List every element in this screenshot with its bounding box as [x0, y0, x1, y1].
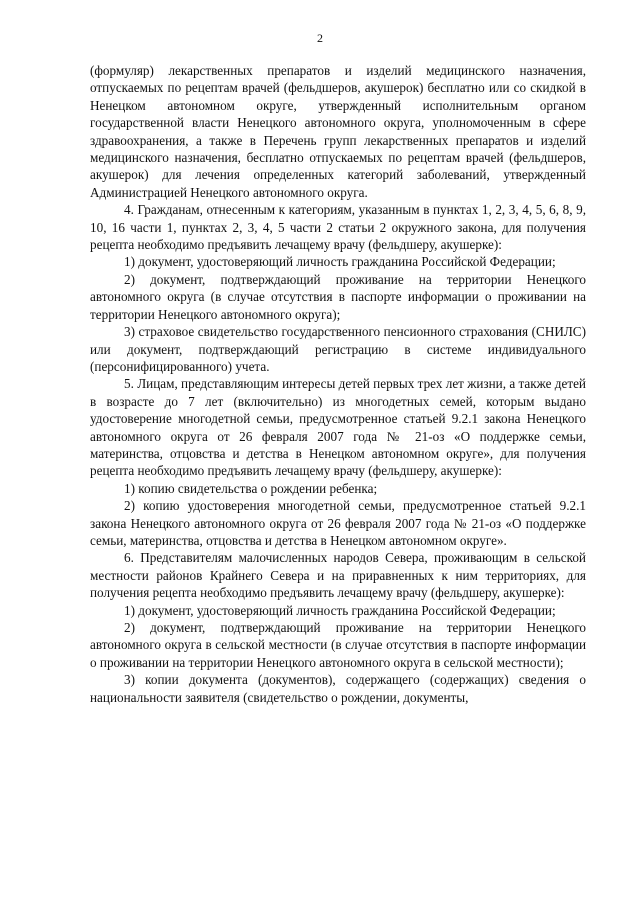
- paragraph-item-5-1: 1) копию свидетельства о рождении ребенка;: [124, 480, 378, 496]
- page-number: 2: [317, 31, 323, 45]
- document-body: [90, 62, 586, 706]
- paragraph-item-6-1: 1) документ, удостоверяющий личность гражданина Российской Федерации;: [124, 602, 556, 618]
- paragraph-item-5: 5. Лицам, представляющим интересы детей первых трех лет жизни, а также детей в возрасте до 7 лет (включительно) из многодетных семей, которым выдано удостоверение многодетной семьи, предусмотренное статьей 9.2.1 закона Ненецкого автономного округа от 26 февраля 2007 года № 21-оз «О поддержке семьи, материнства, отцовства и детства в Ненецком автономном округе», для получения рецепта необходимо предъявить лечащему врачу (фельдшеру, акушерке):: [90, 376, 586, 479]
- paragraph-item-4-2: 2) документ, подтверждающий проживание на территории Ненецкого автономного округа (в случае отсутствия в паспорте информации о проживании на территории Ненецкого автономного округа);: [90, 271, 586, 322]
- paragraph-item-6-3: 3) копии документа (документов), содержащего (содержащих) сведения о национальности заявителя (свидетельство о рождении, документы,: [90, 672, 586, 705]
- paragraph-formulary-continuation: (формуляр) лекарственных препаратов и изделий медицинского назначения, отпускаемых по рецептам врачей (фельдшеров, акушерок) бесплатно или со скидкой в Ненецком автономном округе, утвержденный исполнительным органом государственной власти Ненецкого автономного округа, уполномоченным в сфере здравоохранения, а также в Перечень групп лекарственных препаратов и изделий медицинского назначения, бесплатно отпускаемых по рецептам врачей (фельдшеров, акушерок) для лечения определенных категорий заболеваний, утвержденный Администрацией Ненецкого автономного округа.: [90, 63, 586, 200]
- paragraph-item-4: 4. Гражданам, отнесенным к категориям, указанным в пунктах 1, 2, 3, 4, 5, 6, 8, 9, 10, 16 части 1, пунктах 2, 3, 4, 5 части 2 статьи 2 окружного закона, для получения рецепта необходимо предъявить лечащему врачу (фельдшеру, акушерке):: [90, 202, 586, 253]
- paragraph-item-6-2: 2) документ, подтверждающий проживание на территории Ненецкого автономного округа в сельской местности (в случае отсутствия в паспорте информации о проживании на территории Ненецкого автономного округа в сельской местности);: [90, 620, 586, 670]
- paragraph-item-4-3: 3) страховое свидетельство государственного пенсионного страхования (СНИЛС) или документ, подтверждающий регистрацию в системе индивидуального (персонифицированного) учета.: [90, 324, 586, 374]
- paragraph-item-6: 6. Представителям малочисленных народов Севера, проживающим в сельской местности районов Крайнего Севера и на приравненных к ним территориях, для получения рецепта необходимо предъявить лечащему врачу (фельдшеру, акушерке):: [90, 550, 586, 601]
- paragraph-item-4-1: 1) документ, удостоверяющий личность гражданина Российской Федерации;: [124, 254, 556, 270]
- paragraph-item-5-2: 2) копию удостоверения многодетной семьи, предусмотренное статьей 9.2.1 закона Ненецкого автономного округа от 26 февраля 2007 года № 21-оз «О поддержке семьи, материнства, отцовства и детства в Ненецком автономном округе».: [90, 498, 586, 548]
